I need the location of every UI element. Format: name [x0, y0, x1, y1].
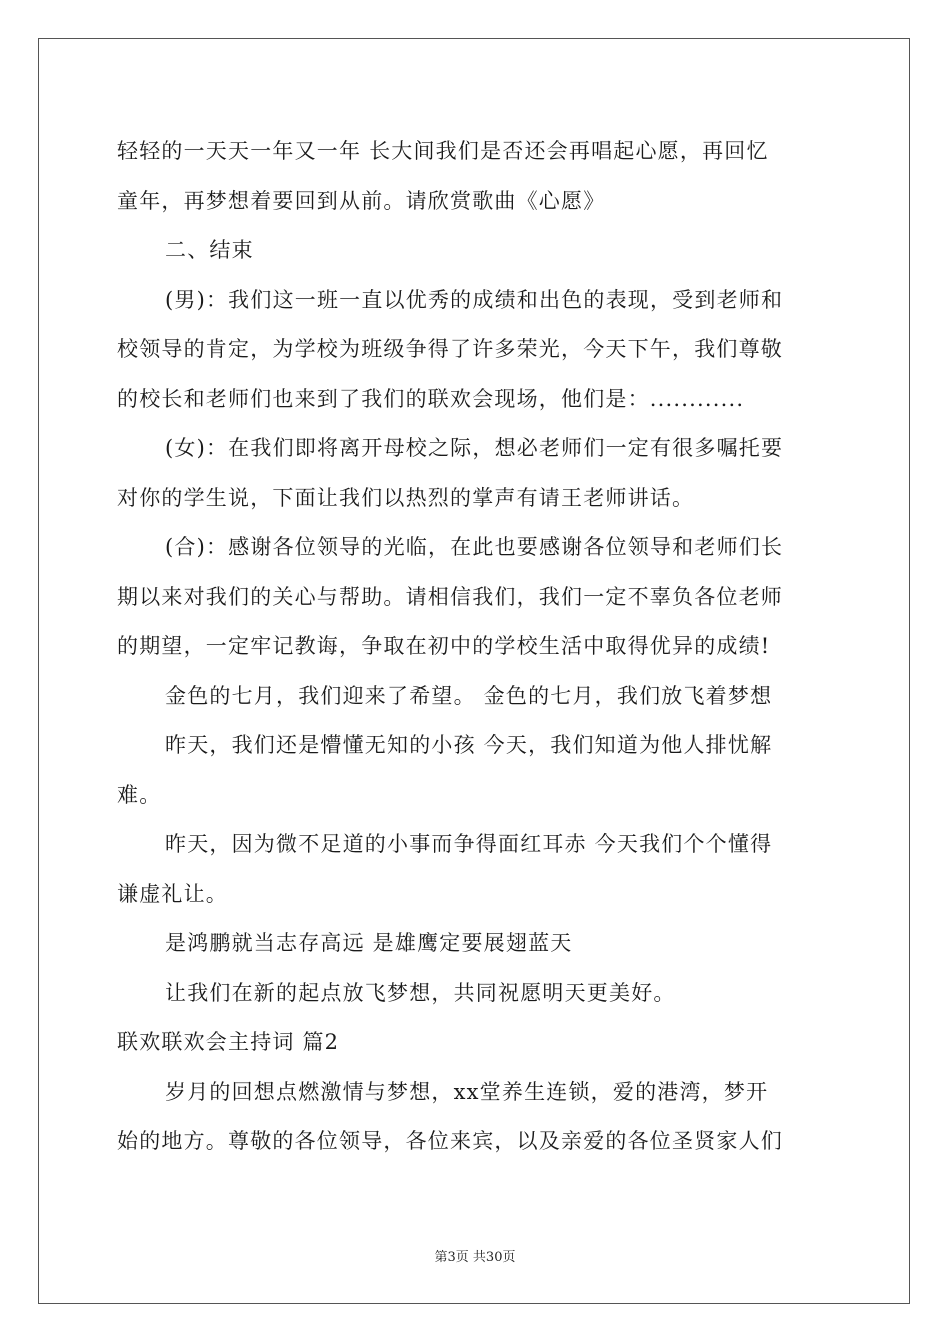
paragraph-line: 期以来对我们的关心与帮助。请相信我们，我们一定不辜负各位老师	[117, 584, 783, 609]
paragraph-line: 校领导的肯定，为学校为班级争得了许多荣光，今天下午，我们尊敬	[117, 337, 783, 361]
paragraph-line: 联欢联欢会主持词 篇2	[117, 1030, 340, 1054]
paragraph-line: 难。	[117, 782, 162, 807]
paragraph-line: 童年，再梦想着要回到从前。请欣赏歌曲《心愿》	[117, 188, 606, 213]
paragraph-line: 的期望，一定牢记教诲，争取在初中的学校生活中取得优异的成绩!	[117, 634, 771, 658]
paragraph-line: (男)：我们这一班一直以优秀的成绩和出色的表现，受到老师和	[165, 287, 784, 312]
paragraph-line: 的校长和老师们也来到了我们的联欢会现场，他们是：............	[117, 386, 745, 411]
paragraph-line: 昨天，我们还是懵懂无知的小孩 今天，我们知道为他人排忧解	[165, 733, 773, 757]
document-body	[117, 127, 835, 1167]
paragraph-line: 岁月的回想点燃激情与梦想，xx堂养生连锁，爱的港湾，梦开	[165, 1079, 769, 1104]
paragraph-line: 对你的学生说，下面让我们以热烈的掌声有请王老师讲话。	[117, 485, 695, 510]
paragraph-line: 二、结束	[165, 238, 254, 262]
paragraph-line: 轻轻的一天天一年又一年 长大间我们是否还会再唱起心愿，再回忆	[117, 139, 769, 163]
page-footer: 第3页 共30页	[434, 1250, 516, 1265]
paragraph-line: (女)：在我们即将离开母校之际，想必老师们一定有很多嘱托要	[165, 436, 784, 460]
paragraph-line: 是鸿鹏就当志存高远 是雄鹰定要展翅蓝天	[165, 931, 573, 955]
paragraph-line: 昨天，因为微不足道的小事而争得面红耳赤 今天我们个个懂得	[165, 832, 773, 856]
paragraph-line: 金色的七月，我们迎来了希望。 金色的七月，我们放飞着梦想	[165, 683, 773, 708]
paragraph-line: 谦虚礼让。	[117, 881, 228, 906]
paragraph-line: (合)：感谢各位领导的光临，在此也要感谢各位领导和老师们长	[165, 535, 784, 559]
paragraph-line: 让我们在新的起点放飞梦想，共同祝愿明天更美好。	[165, 980, 676, 1005]
paragraph-line: 始的地方。尊敬的各位领导，各位来宾，以及亲爱的各位圣贤家人们	[117, 1129, 783, 1153]
